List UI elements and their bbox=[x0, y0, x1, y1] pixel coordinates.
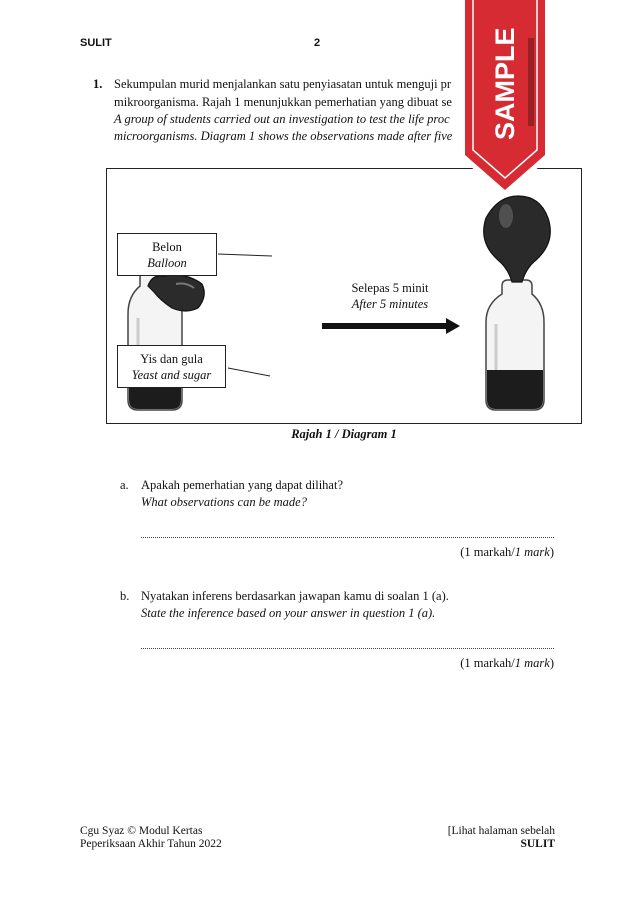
arrow-right-icon bbox=[322, 318, 460, 334]
marks-en: 1 mark bbox=[514, 656, 550, 670]
marks-suffix: ) bbox=[549, 656, 554, 670]
ribbon-text: SAMPLE bbox=[490, 27, 520, 140]
sample-ribbon bbox=[458, 0, 552, 200]
page-number: 2 bbox=[314, 37, 321, 49]
part-b-ms: Nyatakan inferens berdasarkan jawapan kamu di soalan 1 (a). bbox=[141, 589, 449, 603]
part-a-marks bbox=[460, 544, 554, 560]
part-a-ms: Apakah pemerhatian yang dapat dilihat? bbox=[141, 478, 344, 492]
yeast-label-box bbox=[117, 345, 226, 388]
part-b-marks bbox=[460, 655, 554, 671]
balloon-label-ms: Belon bbox=[152, 240, 182, 254]
part-a-letter: a. bbox=[120, 478, 129, 492]
question-en-line1: A group of students carried out an investigation to test the life proc bbox=[114, 112, 450, 126]
balloon-label-en: Balloon bbox=[147, 256, 187, 270]
part-b-letter: b. bbox=[120, 589, 130, 603]
marks-prefix: (1 markah/ bbox=[460, 656, 515, 670]
footer-right-line2: SULIT bbox=[520, 838, 555, 850]
answer-line-b[interactable] bbox=[141, 648, 554, 649]
part-a-en: What observations can be made? bbox=[141, 495, 307, 509]
yeast-label-en: Yeast and sugar bbox=[131, 368, 212, 382]
yeast-label-ms: Yis dan gula bbox=[140, 352, 203, 366]
bottle-after-icon bbox=[484, 196, 551, 410]
question-ms-line2: mikroorganisma. Rajah 1 menunjukkan pemerhatian yang dibuat se bbox=[114, 95, 452, 109]
arrow-label bbox=[320, 280, 460, 312]
answer-line-a[interactable] bbox=[141, 537, 554, 538]
question-en-line2: microorganisms. Diagram 1 shows the observations made after five bbox=[114, 129, 453, 143]
part-b-en: State the inference based on your answer in question 1 (a). bbox=[141, 606, 436, 620]
balloon-label-box bbox=[117, 233, 217, 276]
question-number: 1. bbox=[93, 77, 103, 91]
arrow-label-en: After 5 minutes bbox=[351, 297, 429, 311]
marks-en: 1 mark bbox=[514, 545, 550, 559]
footer-left-line1: Cgu Syaz © Modul Kertas bbox=[80, 825, 203, 837]
question-ms-line1: Sekumpulan murid menjalankan satu penyiasatan untuk menguji pr bbox=[114, 77, 452, 91]
footer-right-line1: [Lihat halaman sebelah bbox=[447, 825, 555, 837]
arrow-label-ms: Selepas 5 minit bbox=[351, 281, 429, 295]
diagram-caption: Rajah 1 / Diagram 1 bbox=[291, 427, 397, 441]
marks-suffix: ) bbox=[549, 545, 554, 559]
marks-prefix: (1 markah/ bbox=[460, 545, 515, 559]
footer-left-line2: Peperiksaan Akhir Tahun 2022 bbox=[80, 838, 222, 850]
bottle-before-icon bbox=[128, 272, 204, 410]
header-sulit: SULIT bbox=[80, 37, 112, 49]
